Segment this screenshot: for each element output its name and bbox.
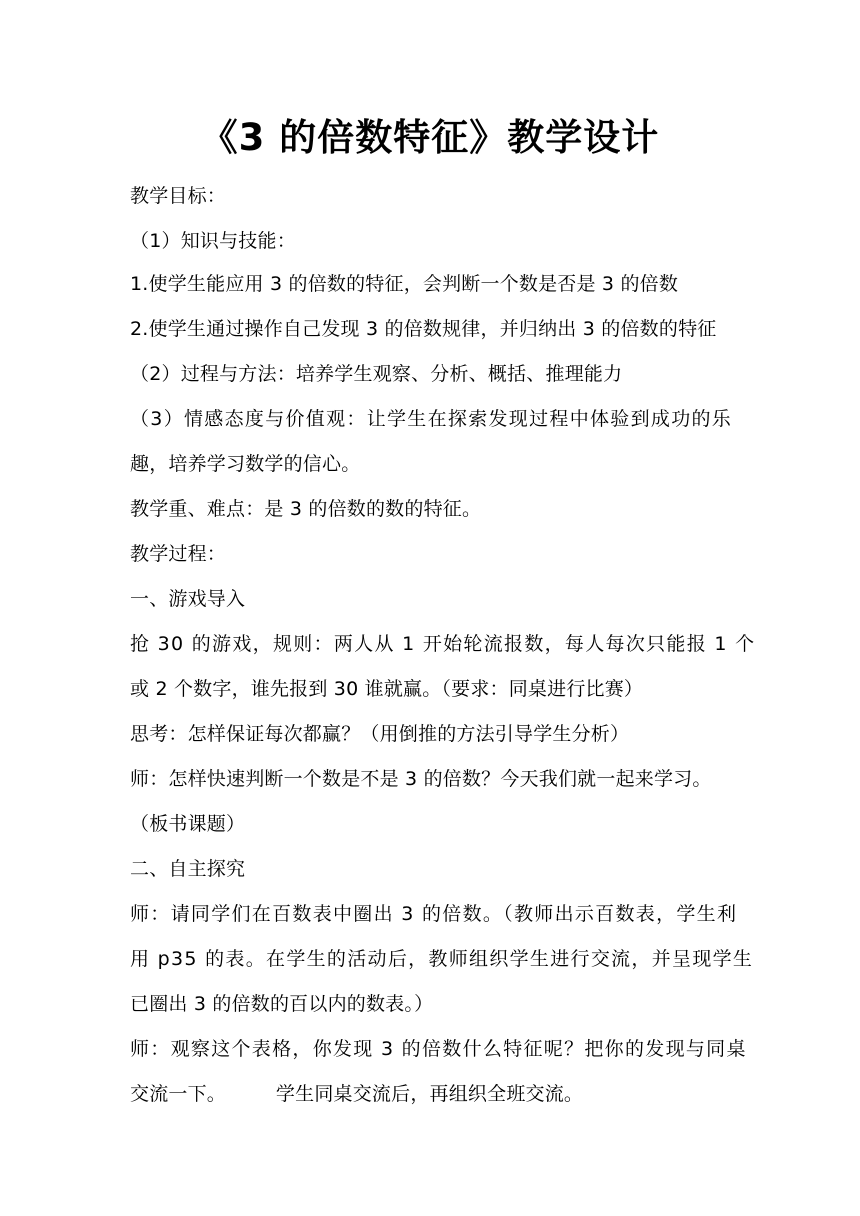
- teacher-question: 师：怎样快速判断一个数是不是 3 的倍数？今天我们就一起来学习。: [130, 768, 712, 790]
- game-rules-line-1: 抢 30 的游戏，规则：两人从 1 开始轮流报数，每人每次只能报 1 个: [130, 633, 756, 655]
- thinking-question: 思考：怎样保证每次都赢？（用倒推的方法引导学生分析）: [130, 723, 630, 745]
- objective-item-1: 1.使学生能应用 3 的倍数的特征，会判断一个数是否是 3 的倍数: [130, 273, 679, 295]
- key-difficult-points: 教学重、难点：是 3 的倍数的数的特征。: [130, 498, 482, 520]
- exploration-line-1: 师：请同学们在百数表中圈出 3 的倍数。（教师出示百数表，学生利: [130, 903, 738, 925]
- observation-line-1: 师：观察这个表格，你发现 3 的倍数什么特征呢？把你的发现与同桌: [130, 1038, 747, 1060]
- exploration-line-2: 用 p35 的表。在学生的活动后，教师组织学生进行交流，并呈现学生: [130, 948, 754, 970]
- subheading-knowledge-skills: （1）知识与技能：: [130, 230, 296, 252]
- observation-line-2: 交流一下。 学生同桌交流后，再组织全班交流。: [130, 1083, 584, 1105]
- objective-item-2: 2.使学生通过操作自己发现 3 的倍数规律，并归纳出 3 的倍数的特征: [130, 318, 717, 340]
- board-topic-note: （板书课题）: [130, 813, 246, 835]
- subheading-process-methods: （2）过程与方法：培养学生观察、分析、概括、推理能力: [130, 363, 623, 385]
- exploration-line-3: 已圈出 3 的倍数的百以内的数表。）: [130, 993, 434, 1015]
- part-heading-self-exploration: 二、自主探究: [130, 858, 246, 880]
- subheading-attitudes-line-2: 趣，培养学习数学的信心。: [130, 453, 361, 475]
- section-heading-process: 教学过程：: [130, 543, 227, 565]
- document-title: 《3 的倍数特征》教学设计: [200, 116, 660, 159]
- section-heading-objectives: 教学目标：: [130, 185, 227, 207]
- part-heading-game-intro: 一、游戏导入: [130, 588, 246, 610]
- subheading-attitudes-line-1: （3）情感态度与价值观：让学生在探索发现过程中体验到成功的乐: [130, 408, 733, 430]
- game-rules-line-2: 或 2 个数字，谁先报到 30 谁就赢。（要求：同桌进行比赛）: [130, 678, 644, 700]
